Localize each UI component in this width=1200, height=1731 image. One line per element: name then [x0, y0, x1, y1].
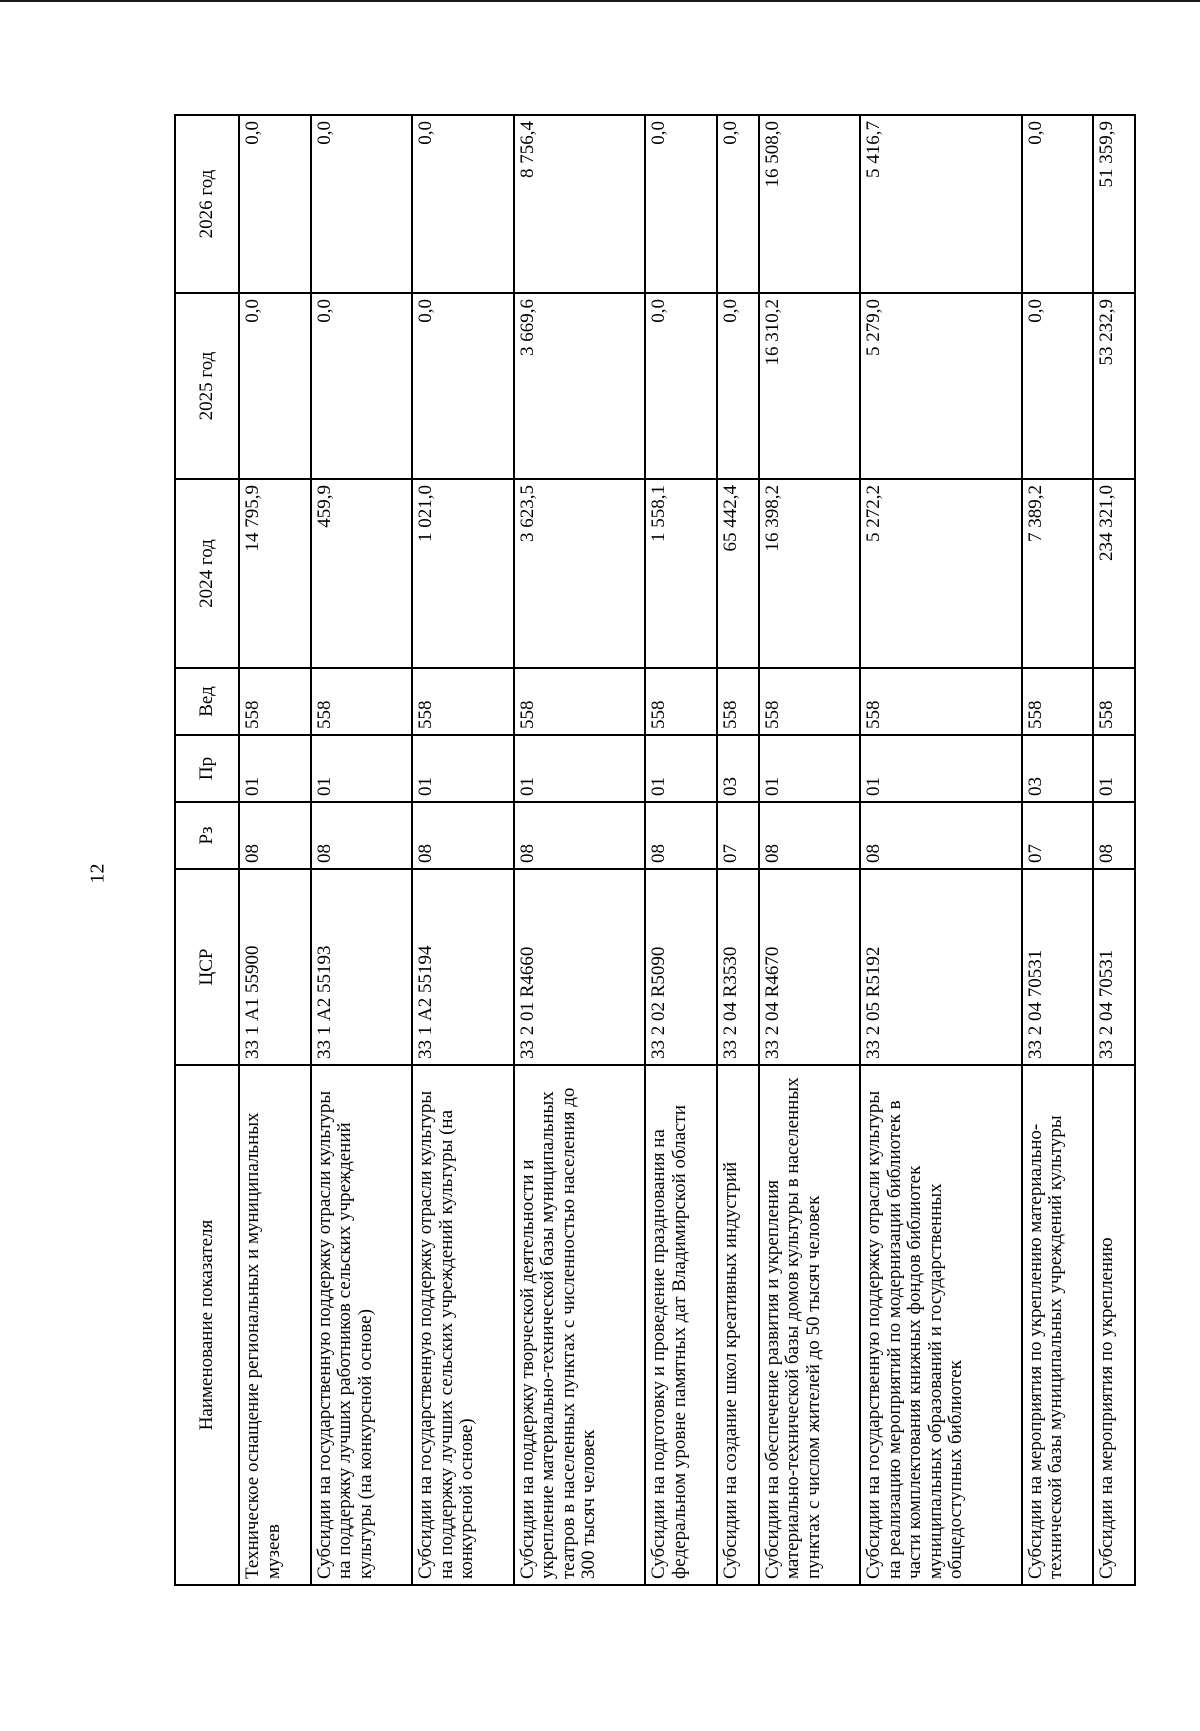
cell-2026: 0,0	[717, 115, 759, 293]
page-number: 12	[86, 863, 109, 884]
header-2025: 2025 год	[175, 293, 239, 479]
table-row	[645, 115, 717, 1585]
cell-pr: 01	[645, 735, 717, 802]
cell-csr: 33 1 А2 55193	[311, 869, 413, 1065]
cell-ved: 558	[514, 668, 646, 735]
table-row	[860, 115, 1022, 1585]
cell-csr: 33 2 04 R3530	[717, 869, 759, 1065]
cell-rz: 08	[239, 802, 311, 869]
cell-2026: 0,0	[412, 115, 514, 293]
cell-csr: 33 1 А2 55194	[412, 869, 514, 1065]
cell-name: Субсидии на мероприятия по укреплению	[1093, 1065, 1135, 1585]
cell-pr: 03	[1022, 735, 1094, 802]
cell-name: Субсидии на поддержку творческой деятельности и укрепление материально-технической базы муниципальных театров в населенных пунктах с численностью населения до 300 тысяч человек	[514, 1065, 646, 1585]
header-rz: Рз	[175, 802, 239, 869]
header-2024: 2024 год	[175, 479, 239, 668]
cell-csr: 33 2 04 70531	[1093, 869, 1135, 1065]
table-header-row	[175, 115, 239, 1585]
cell-2025: 16 310,2	[759, 293, 861, 479]
table-row	[311, 115, 413, 1585]
header-csr: ЦСР	[175, 869, 239, 1065]
cell-2026: 0,0	[645, 115, 717, 293]
budget-table	[174, 114, 1136, 1586]
cell-2026: 8 756,4	[514, 115, 646, 293]
cell-2024: 7 389,2	[1022, 479, 1094, 668]
header-ved: Вед	[175, 668, 239, 735]
table-row	[759, 115, 861, 1585]
cell-csr: 33 1 А1 55900	[239, 869, 311, 1065]
scan-edge-line	[0, 0, 1200, 2]
cell-2024: 5 272,2	[860, 479, 1022, 668]
cell-2026: 0,0	[1022, 115, 1094, 293]
cell-2024: 234 321,0	[1093, 479, 1135, 668]
cell-csr: 33 2 04 70531	[1022, 869, 1094, 1065]
cell-2024: 3 623,5	[514, 479, 646, 668]
cell-2026: 16 508,0	[759, 115, 861, 293]
cell-rz: 07	[1022, 802, 1094, 869]
rotated-table-wrapper	[174, 116, 1136, 1586]
cell-name: Техническое оснащение региональных и муниципальных музеев	[239, 1065, 311, 1585]
cell-2024: 459,9	[311, 479, 413, 668]
cell-name: Субсидии на обеспечение развития и укрепления материально-технической базы домов культуры в населенных пунктах с числом жителей до 50 тысяч человек	[759, 1065, 861, 1585]
table-row	[1093, 115, 1135, 1585]
table-row	[514, 115, 646, 1585]
cell-name: Субсидии на государственную поддержку отрасли культуры на реализацию мероприятий по модернизации библиотек в части комплектования книжных фондов библиотек муниципальных образований и государственных общедоступных библиотек	[860, 1065, 1022, 1585]
cell-2026: 51 359,9	[1093, 115, 1135, 293]
cell-2025: 5 279,0	[860, 293, 1022, 479]
cell-rz: 08	[514, 802, 646, 869]
table-row	[239, 115, 311, 1585]
cell-pr: 01	[1093, 735, 1135, 802]
cell-pr: 01	[860, 735, 1022, 802]
cell-ved: 558	[1022, 668, 1094, 735]
cell-csr: 33 2 04 R4670	[759, 869, 861, 1065]
cell-rz: 08	[645, 802, 717, 869]
cell-rz: 08	[311, 802, 413, 869]
cell-ved: 558	[717, 668, 759, 735]
cell-name: Субсидии на государственную поддержку отрасли культуры на поддержку лучших работников сельских учреждений культуры (на конкурсной основе)	[311, 1065, 413, 1585]
cell-pr: 01	[759, 735, 861, 802]
cell-name: Субсидии на подготовку и проведение празднования на федеральном уровне памятных дат Владимирской области	[645, 1065, 717, 1585]
cell-2026: 0,0	[311, 115, 413, 293]
cell-name: Субсидии на мероприятия по укреплению материально-технической базы муниципальных учреждений культуры	[1022, 1065, 1094, 1585]
cell-ved: 558	[759, 668, 861, 735]
cell-rz: 08	[759, 802, 861, 869]
cell-ved: 558	[412, 668, 514, 735]
cell-2025: 0,0	[645, 293, 717, 479]
cell-ved: 558	[311, 668, 413, 735]
table-row	[717, 115, 759, 1585]
cell-pr: 01	[311, 735, 413, 802]
header-2026: 2026 год	[175, 115, 239, 293]
table-row	[412, 115, 514, 1585]
cell-pr: 01	[514, 735, 646, 802]
cell-2026: 5 416,7	[860, 115, 1022, 293]
cell-pr: 03	[717, 735, 759, 802]
cell-2024: 1 558,1	[645, 479, 717, 668]
cell-rz: 08	[860, 802, 1022, 869]
cell-csr: 33 2 05 R5192	[860, 869, 1022, 1065]
cell-2024: 1 021,0	[412, 479, 514, 668]
cell-ved: 558	[1093, 668, 1135, 735]
table-row	[1022, 115, 1094, 1585]
cell-2024: 14 795,9	[239, 479, 311, 668]
cell-ved: 558	[860, 668, 1022, 735]
cell-2025: 0,0	[239, 293, 311, 479]
cell-csr: 33 2 02 R5090	[645, 869, 717, 1065]
cell-2025: 53 232,9	[1093, 293, 1135, 479]
cell-pr: 01	[239, 735, 311, 802]
cell-name: Субсидии на создание школ креативных индустрий	[717, 1065, 759, 1585]
cell-2024: 16 398,2	[759, 479, 861, 668]
cell-ved: 558	[645, 668, 717, 735]
cell-name: Субсидии на государственную поддержку отрасли культуры на поддержку лучших сельских учреждений культуры (на конкурсной основе)	[412, 1065, 514, 1585]
cell-rz: 08	[412, 802, 514, 869]
header-indicator-name: Наименование показателя	[175, 1065, 239, 1585]
cell-2025: 0,0	[717, 293, 759, 479]
cell-pr: 01	[412, 735, 514, 802]
cell-2026: 0,0	[239, 115, 311, 293]
cell-2025: 0,0	[412, 293, 514, 479]
cell-rz: 07	[717, 802, 759, 869]
header-pr: Пр	[175, 735, 239, 802]
cell-2025: 3 669,6	[514, 293, 646, 479]
cell-ved: 558	[239, 668, 311, 735]
cell-csr: 33 2 01 R4660	[514, 869, 646, 1065]
cell-2024: 65 442,4	[717, 479, 759, 668]
cell-2025: 0,0	[1022, 293, 1094, 479]
cell-2025: 0,0	[311, 293, 413, 479]
cell-rz: 08	[1093, 802, 1135, 869]
